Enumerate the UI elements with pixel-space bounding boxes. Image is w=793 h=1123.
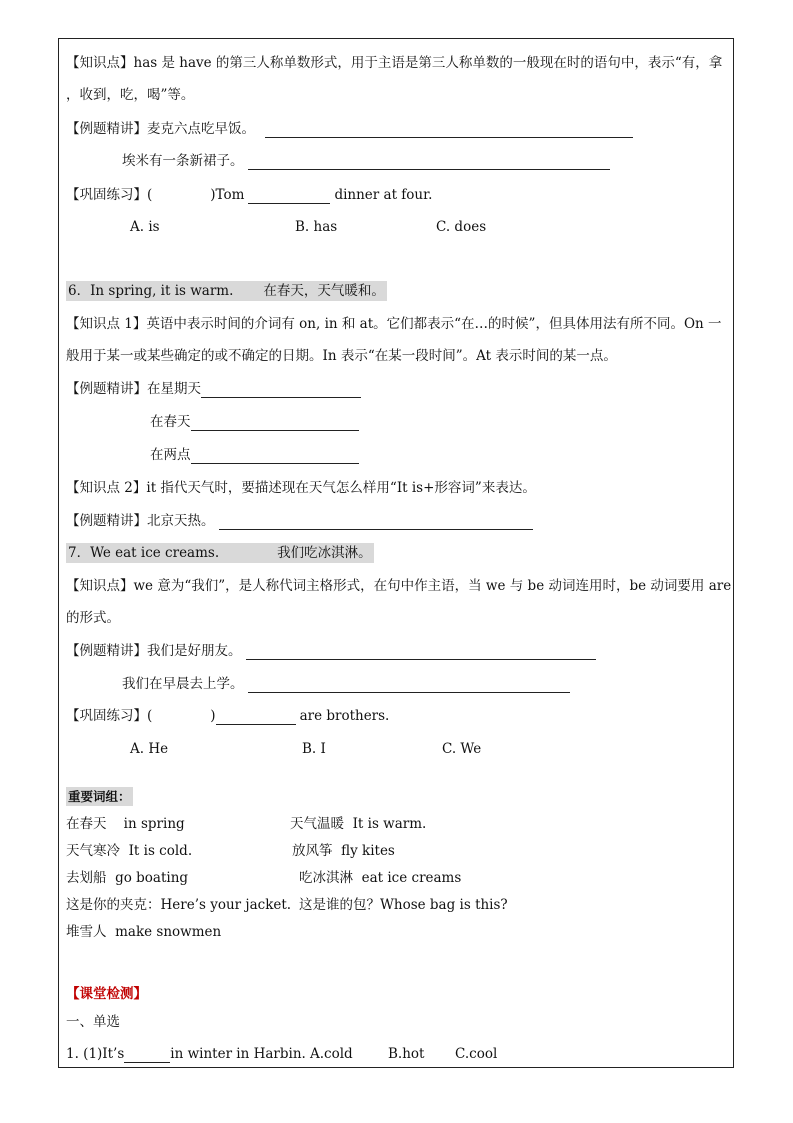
answer-blank[interactable] (248, 678, 570, 693)
example-line (66, 380, 361, 398)
vocab-item: 去划船 go boating (66, 870, 189, 886)
heading-chinese: 在春天，天气暖和。 (235, 281, 387, 301)
example-label: 【例题精讲】北京天热。 (66, 513, 215, 529)
knowledge-point-cont: 般用于某一或某些确定的或不确定的日期。In 表示“在某一段时间”。At 表示时间的某一点。 (66, 348, 617, 364)
example-text: 在春天 (150, 414, 191, 430)
answer-blank[interactable] (248, 189, 330, 204)
example-label: 【例题精讲】麦克六点吃早饭。 (66, 121, 255, 137)
example-line (66, 120, 633, 138)
knowledge-point-cont: 的形式。 (66, 610, 120, 626)
knowledge-point-cont: ，收到，吃，喝”等。 (66, 87, 195, 103)
question-stem: 1. (1)It’s (66, 1046, 125, 1062)
vocab-item: 在春天 in spring (66, 816, 185, 832)
knowledge-point: 【知识点】we 意为“我们”，是人称代词主格形式，在句中作主语，当 we 与 be 动词连用时，be 动词要用 are (66, 578, 732, 594)
example-line (150, 413, 359, 431)
vocab-item: 堆雪人 make snowmen (66, 924, 222, 940)
vocab-item: 这是谁的包？Whose bag is this? (299, 897, 508, 913)
vocab-item: 吃冰淇淋 eat ice creams (299, 870, 462, 886)
example-text: 埃米有一条新裙子。 (122, 153, 244, 169)
answer-blank[interactable] (216, 710, 296, 725)
option-c: C.cool (455, 1046, 498, 1062)
question-1 (66, 1045, 306, 1063)
option-c: C. does (436, 219, 487, 235)
example-label: 【例题精讲】在星期天 (66, 381, 201, 397)
sentence-heading (66, 544, 374, 562)
heading-chinese: 我们吃冰淇淋。 (221, 543, 374, 563)
practice-label: 【巩固练习】( (66, 187, 153, 203)
vocab-item: 这是你的夹克：Here’s your jacket. (66, 897, 292, 913)
practice-tail: are brothers. (299, 708, 390, 724)
practice-line (66, 186, 432, 204)
option-c: C. We (442, 741, 482, 757)
practice-label: 【巩固练习】( (66, 708, 153, 724)
option-a: A.cold (310, 1046, 353, 1062)
heading-english: 7．We eat ice creams. (68, 545, 220, 561)
example-line (122, 152, 610, 170)
example-line (122, 675, 570, 693)
vocab-item: 天气寒冷 It is cold. (66, 843, 193, 859)
example-line (66, 512, 533, 530)
example-line (150, 446, 359, 464)
answer-blank[interactable] (265, 123, 633, 138)
example-text: 在两点 (150, 447, 191, 463)
option-b: B. I (302, 741, 326, 757)
vocab-item: 放风筝 fly kites (292, 843, 395, 859)
knowledge-point: 【知识点】has 是 have 的第三人称单数形式，用于主语是第三人称单数的一般现在时的语句中，表示“有，拿 (66, 55, 723, 71)
practice-tail: dinner at four. (334, 187, 433, 203)
answer-blank[interactable] (219, 515, 533, 530)
answer-blank[interactable] (246, 645, 596, 660)
answer-blank[interactable] (191, 449, 359, 464)
question-tail: in winter in Harbin. (170, 1046, 306, 1062)
answer-blank[interactable] (248, 155, 610, 170)
option-b: B.hot (388, 1046, 425, 1062)
answer-blank[interactable] (201, 383, 361, 398)
answer-blank[interactable] (124, 1048, 170, 1063)
vocab-item: 天气温暖 It is warm. (290, 816, 427, 832)
option-a: A. He (130, 741, 169, 757)
example-text: 我们在早晨去上学。 (122, 676, 244, 692)
practice-subject: )Tom (210, 187, 245, 203)
section-title-classroom-check: 【课堂检测】 (66, 986, 147, 1002)
example-label: 【例题精讲】我们是好朋友。 (66, 643, 242, 659)
option-a: A. is (130, 219, 160, 235)
answer-blank[interactable] (191, 416, 359, 431)
option-b: B. has (295, 219, 338, 235)
sentence-heading (66, 282, 387, 300)
practice-paren-close: ) (210, 708, 216, 724)
knowledge-point: 【知识点 2】it 指代天气时，要描述现在天气怎么样用“It is+形容词”来表达。 (66, 480, 536, 496)
subsection-title: 一、单选 (66, 1014, 120, 1030)
knowledge-point: 【知识点 1】英语中表示时间的介词有 on, in 和 at。它们都表示“在…的时候”，但具体用法有所不同。On 一 (66, 316, 722, 332)
vocab-title: 重要词组： (68, 789, 131, 804)
heading-english: 6．In spring, it is warm. (68, 283, 234, 299)
practice-line (66, 707, 389, 725)
example-line (66, 642, 596, 660)
